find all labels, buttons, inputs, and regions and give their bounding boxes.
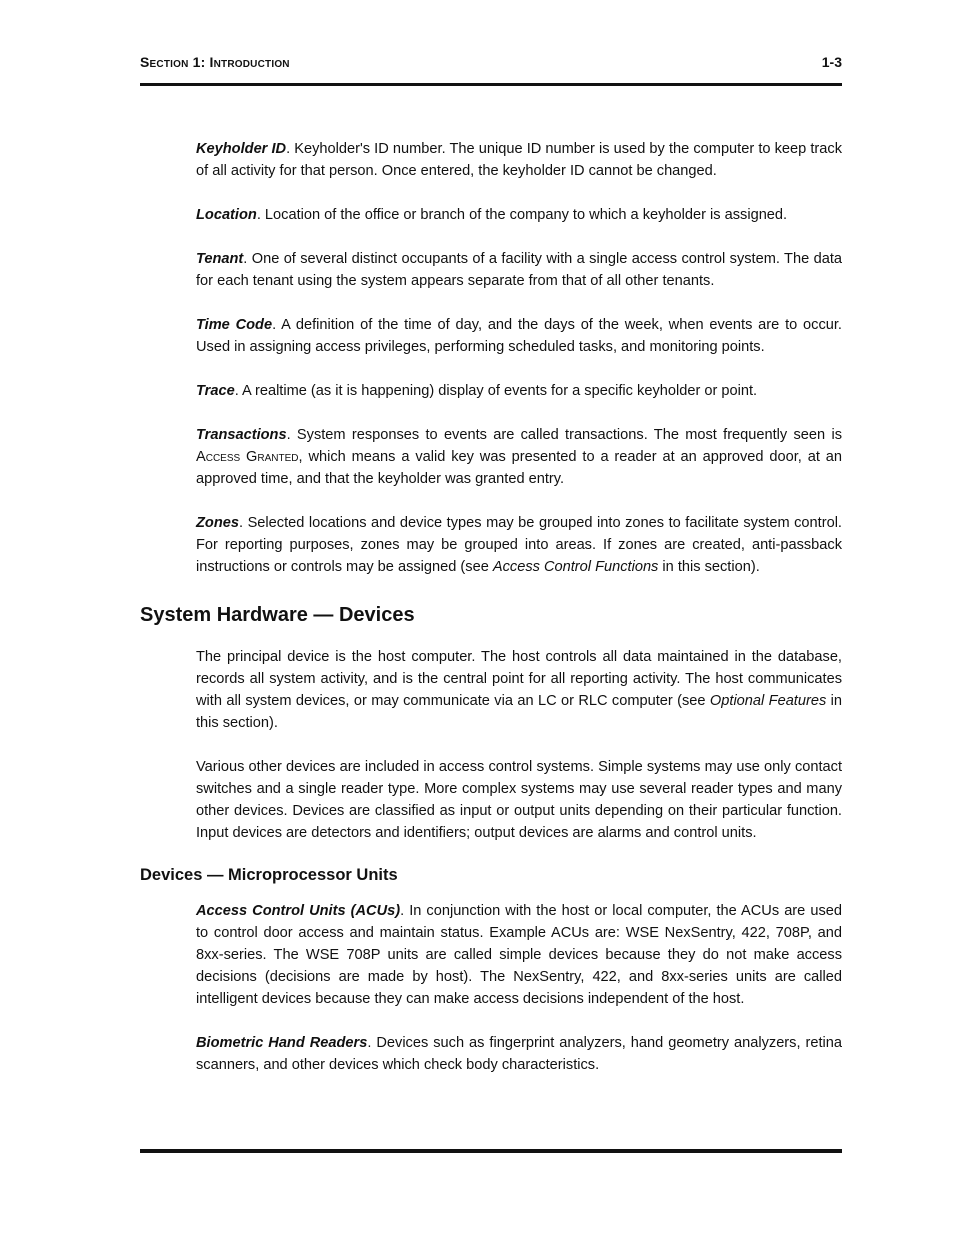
page-number: 1-3 (821, 54, 842, 70)
cross-reference: Access Control Functions (492, 559, 659, 575)
glossary-term: Zones (196, 515, 239, 531)
devices-paragraph: Various other devices are included in access control systems. Simple systems may use only contact switches and a single reader type. More complex systems may use several reader types and many other devices. Devices are classified as input or output units depending on their particular function. Input devices are detectors and identifiers; output devices are alarms and control units. (196, 759, 842, 841)
host-paragraph (196, 646, 842, 734)
glossary-term: Time Code (196, 317, 273, 333)
paragraph-text: The principal device is the host computer. The host controls all data maintained in the database, records all system activity, and is the central point for all reporting activity. The host communicates with all system devices, or may communicate via an LC or RLC computer (see (196, 649, 842, 709)
glossary-tenant (196, 248, 842, 292)
glossary-definition-cont: , which means a valid key was presented to a reader at an approved door, at an approved time, and that the keyholder was granted entry. (196, 449, 842, 487)
section-title: Section 1: Introduction (140, 54, 290, 70)
glossary-trace (196, 380, 842, 402)
glossary-term: Biometric Hand Readers (196, 1035, 368, 1051)
glossary-definition-cont: in this section). (658, 559, 760, 575)
glossary-time-code (196, 314, 842, 358)
cross-reference: Optional Features (709, 693, 827, 709)
glossary-definition: . In conjunction with the host or local computer, the ACUs are used to control door access and maintain status. Example ACUs are: WSE NexSentry, 422, 708P, and 8xx-series. The WSE 708P units are called simple devices because they do not make access decisions (decisions are made by host). The NexSentry, 422, and 8xx-series units are called intelligent devices because they can make access decisions independent of the host. (196, 903, 842, 1007)
header-rule (140, 83, 842, 86)
glossary-term: Keyholder ID (196, 141, 287, 157)
glossary-term: Transactions (196, 427, 287, 443)
glossary-definition: . A definition of the time of day, and the days of the week, when events are to occur. Used in assigning access privileges, performing scheduled tasks, and monitoring points. (196, 317, 842, 355)
glossary-definition: . System responses to events are called transactions. The most frequently seen is (286, 427, 842, 443)
glossary-term: Tenant (196, 251, 244, 267)
subsection-heading: Devices — Microprocessor Units (140, 866, 398, 884)
glossary-definition: . Selected locations and device types may be grouped into zones to facilitate system control. For reporting purposes, zones may be grouped into areas. If zones are created, anti-passback instructions or controls may be assigned (see (196, 515, 842, 575)
paragraph-text-cont: in this section). (196, 693, 842, 731)
acu-paragraph (196, 900, 842, 1010)
glossary-definition: . Keyholder's ID number. The unique ID number is used by the computer to keep track of all activity for that person. Once entered, the keyholder ID cannot be changed. (196, 141, 843, 179)
glossary-term: Location (196, 207, 257, 223)
page-body (140, 138, 842, 1076)
glossary-zones (196, 512, 842, 578)
glossary-transactions (196, 424, 842, 490)
glossary-keyholder-id (196, 138, 842, 182)
section-heading: System Hardware — Devices (140, 604, 415, 626)
glossary-definition: . Location of the office or branch of the company to which a keyholder is assigned. (256, 207, 788, 223)
access-granted-label: Access Granted (196, 449, 299, 465)
page-header (140, 54, 842, 70)
biometric-paragraph (196, 1032, 842, 1076)
glossary-definition: . One of several distinct occupants of a facility with a single access control system. The data for each tenant using the system appears separate from that of all other tenants. (196, 251, 842, 289)
glossary-definition: . A realtime (as it is happening) display of events for a specific keyholder or point. (234, 383, 758, 399)
footer-rule (140, 1149, 842, 1153)
glossary-term: Trace (196, 383, 235, 399)
glossary-definition: . Devices such as fingerprint analyzers, hand geometry analyzers, retina scanners, and other devices which check body characteristics. (196, 1035, 842, 1073)
glossary-term: Access Control Units (ACUs) (196, 903, 401, 919)
glossary-location (196, 204, 842, 226)
